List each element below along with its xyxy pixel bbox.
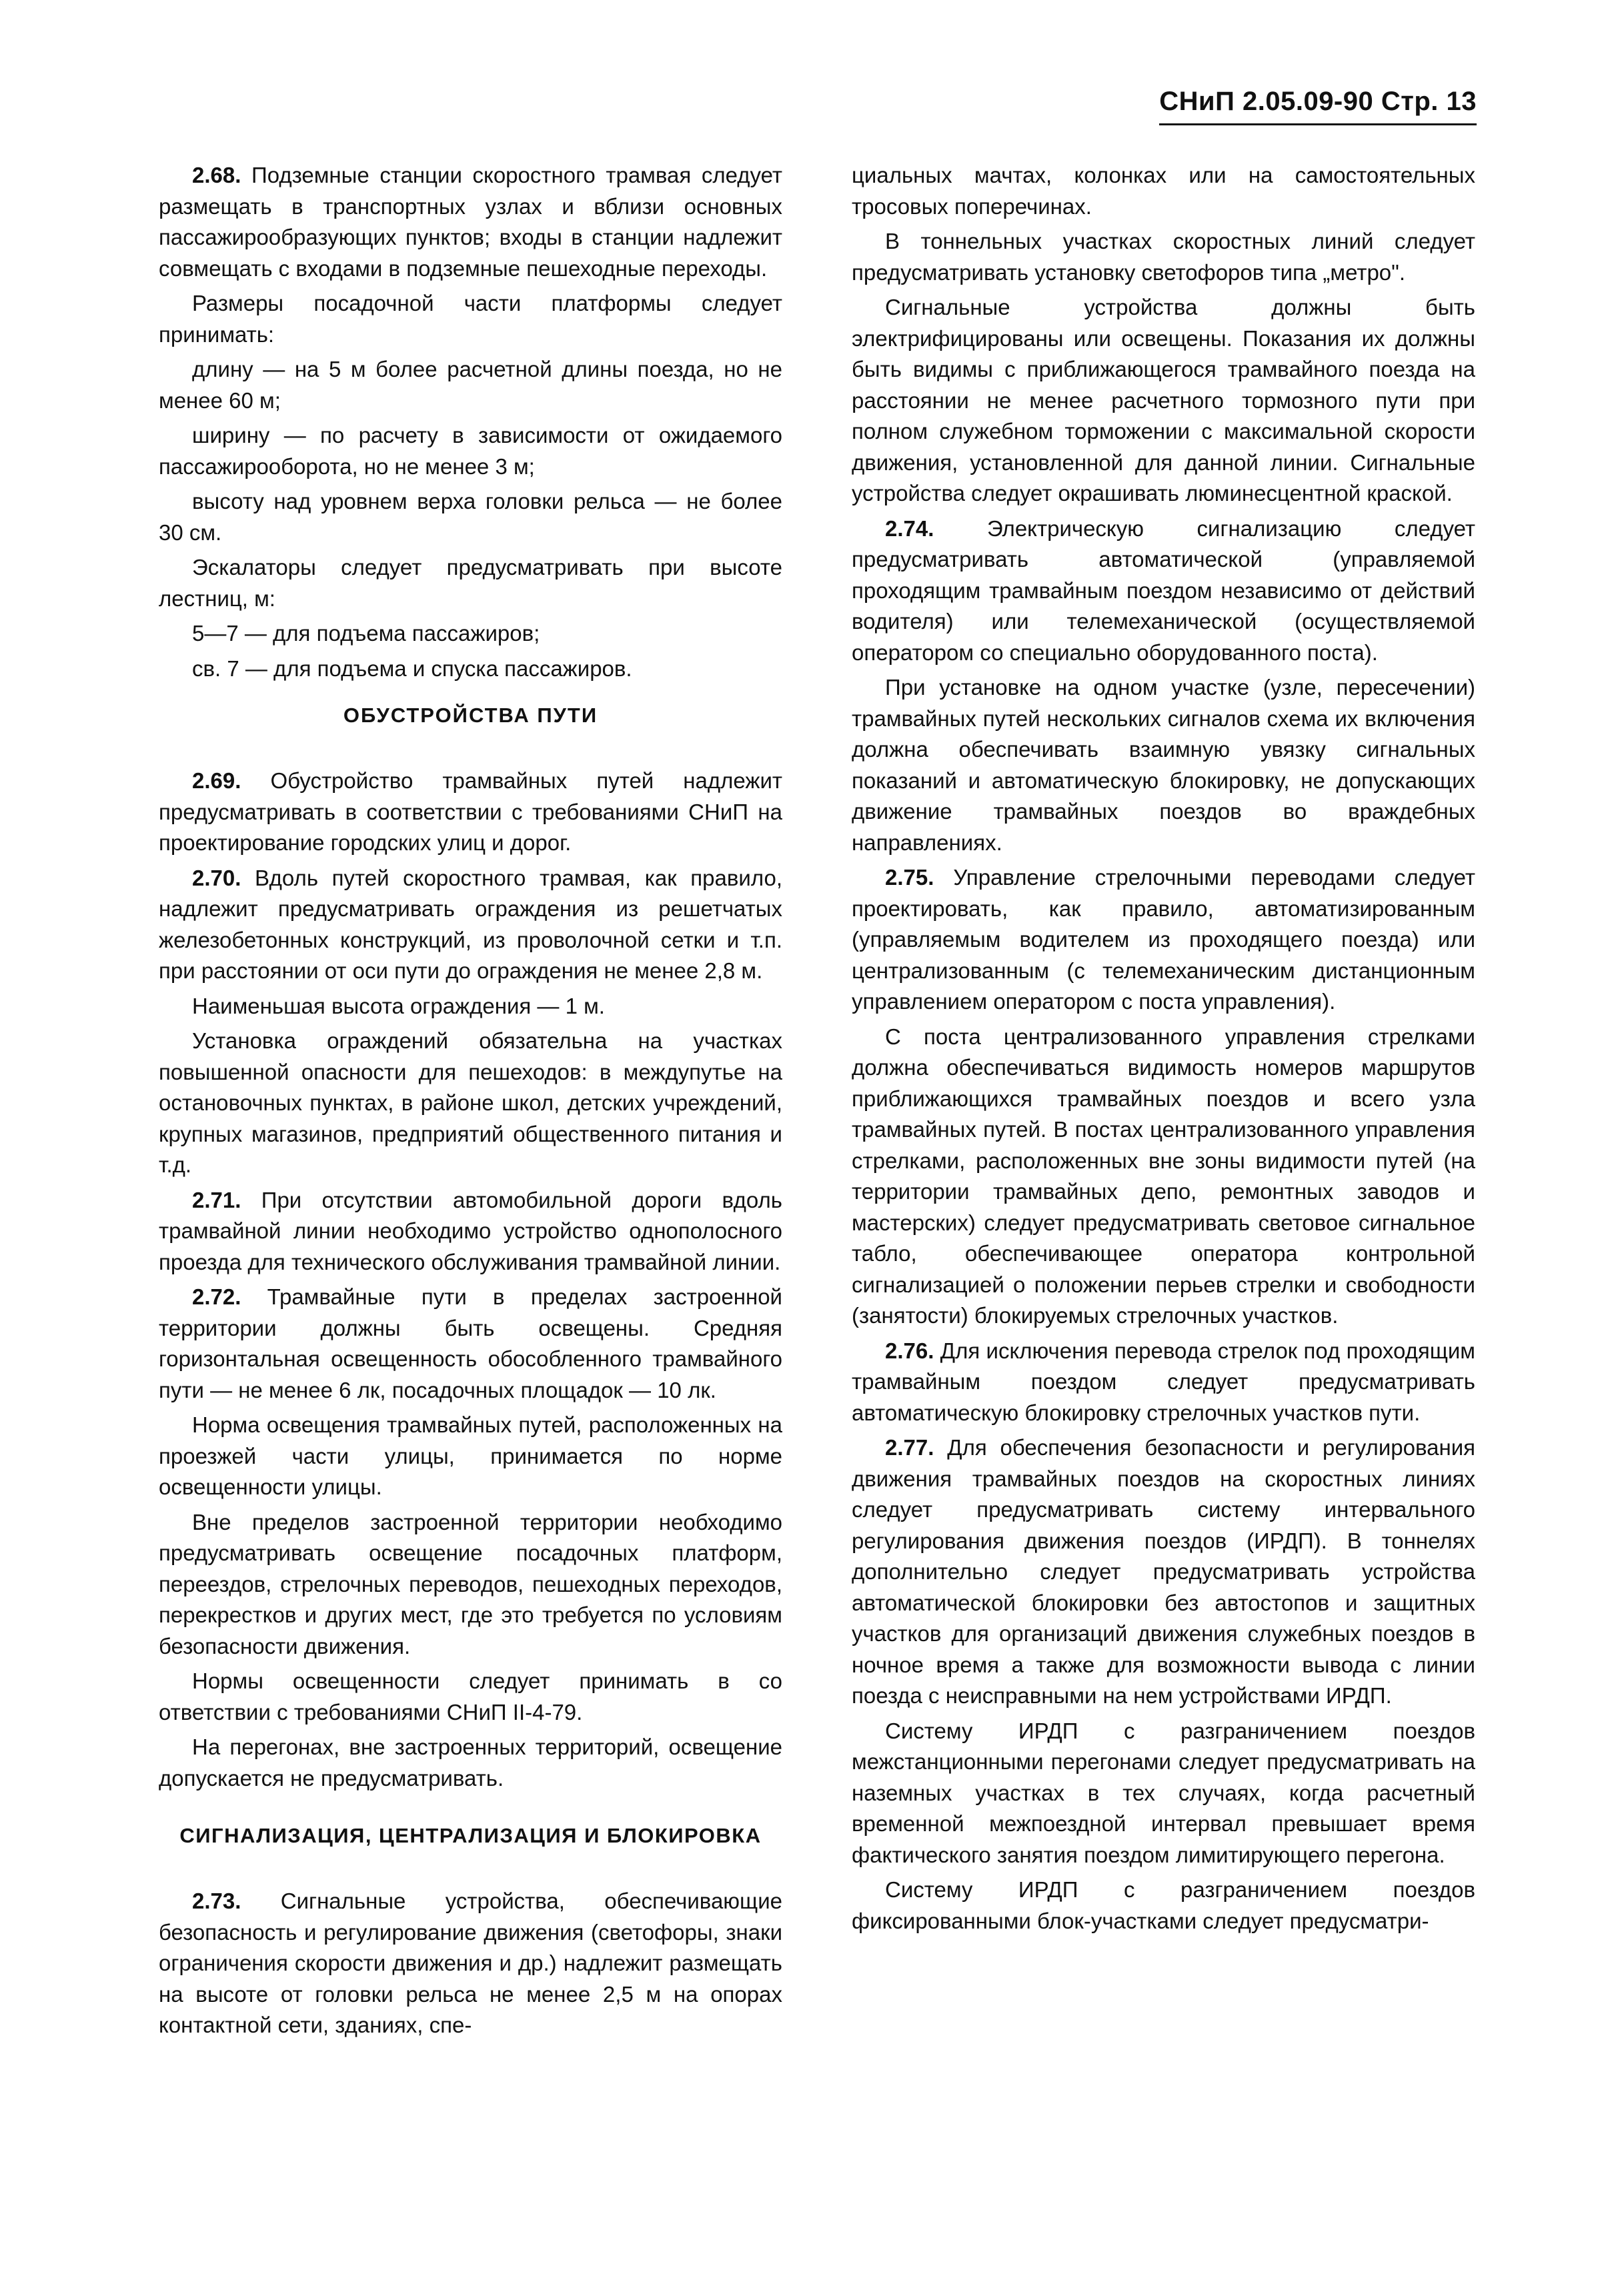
section-number: 2.70.: [192, 865, 241, 890]
paragraph-text: Управление стрелочными переводами следует проектировать, как правило, автоматизированным (управляемым водителем из проходящего поезда) или централизованным (с телемеханическим дистанционным управлением оператором с поста управления).: [852, 865, 1475, 1014]
paragraph: св. 7 — для подъема и спуска пассажиров.: [192, 656, 632, 681]
paragraph: Сигнальные устройства должны быть электрифицированы или освещены. Показания их должны быть видимы с приближающегося трамвайного поезда на расстоянии не менее расчетного тормозного пути при полном служебном торможении с максимальной скорости движения, установленной для данной линии. Сигнальные устройства следует окрашивать люминесцентной краской.: [852, 295, 1475, 505]
section-number: 2.71.: [192, 1187, 241, 1212]
paragraph: Систему ИРДП с разграничением поездов межстанционными перегонами следует предусматривать на наземных участках в тех случаях, когда расчетный временной межпоездной интервал превышает время фактического занятия поездом лимитирующего перегона.: [852, 1718, 1475, 1867]
section-heading: СИГНАЛИЗАЦИЯ, ЦЕНТРАЛИЗАЦИЯ И БЛОКИРОВКА: [179, 1824, 762, 1847]
paragraph: При установке на одном участке (узле, пересечении) трамвайных путей нескольких сигналов схема их включения должна обеспечивать взаимную увязку сигнальных показаний и автоматическую блокировку, не допускающих движение трамвайных поездов во враждебных направлениях.: [852, 675, 1475, 855]
paragraph-text: Обустройство трамвайных путей надлежит предусматривать в соответствии с требованиями СНиП на проектирование городских улиц и дорог.: [159, 768, 782, 855]
paragraph: длину — на 5 м более расчетной длины поезда, но не менее 60 м;: [159, 357, 782, 413]
right-column: [852, 160, 1475, 1941]
paragraph: Наименьшая высота ограждения — 1 м.: [192, 993, 605, 1018]
paragraph: Размеры посадочной части платформы следует принимать:: [159, 291, 782, 347]
paragraph-2-68: [159, 160, 782, 284]
paragraph: Эскалаторы следует предусматривать при высоте лестниц, м:: [159, 555, 782, 611]
section-number: 2.72.: [192, 1284, 241, 1309]
paragraph-2-74: [852, 513, 1475, 669]
paragraph: Норма освещения трамвайных путей, расположенных на проезжей части улицы, принимается по норме освещенности улицы.: [159, 1412, 782, 1499]
paragraph-text: Для исключения перевода стрелок под проходящим трамвайным поездом следует предусматривать автоматическую блокировку стрелочных участков пути.: [852, 1338, 1475, 1425]
section-number: 2.69.: [192, 768, 241, 793]
paragraph-continuation: циальных мачтах, колонках или на самостоятельных тросовых поперечинах.: [852, 163, 1475, 219]
running-head: СНиП 2.05.09-90 Стр. 13: [1159, 87, 1477, 125]
paragraph-text: Сигнальные устройства, обеспечивающие безопасность и регулирование движения (светофоры, знаки ограничения скорости движения и др.) надлежит размещать на высоте от головки рельса не менее 2,5 м на опорах контактной сети, зданиях, спе-: [159, 1889, 782, 2037]
paragraph-2-75: [852, 862, 1475, 1018]
paragraph-2-73: [159, 1886, 782, 2041]
section-number: 2.73.: [192, 1889, 241, 1913]
paragraph-2-69: [159, 766, 782, 859]
section-number: 2.75.: [885, 865, 934, 890]
paragraph-2-77: [852, 1432, 1475, 1712]
paragraph-text: Подземные станции скоростного трамвая следует размещать в транспортных узлах и вблизи основных пассажирообразующих пунктов; входы в станции надлежит совмещать с входами в подземные пешеходные переходы.: [159, 163, 782, 281]
section-heading: ОБУСТРОЙСТВА ПУТИ: [343, 704, 598, 727]
paragraph: Нормы освещенности следует принимать в со ответствии с требованиями СНиП II-4-79.: [159, 1668, 782, 1725]
paragraph-text: Вдоль путей скоростного трамвая, как правило, надлежит предусматривать ограждения из решетчатых железобетонных конструкций, из проволочной сетки и т.п. при расстоянии от оси пути до ограждения не менее 2,8 м.: [159, 865, 782, 983]
section-number: 2.77.: [885, 1435, 934, 1460]
paragraph: высоту над уровнем верха головки рельса — не более 30 см.: [159, 489, 782, 545]
section-number: 2.74.: [885, 515, 934, 541]
paragraph: Систему ИРДП с разграничением поездов фиксированными блок-участками следует предусматри-: [852, 1877, 1475, 1933]
section-number: 2.76.: [885, 1338, 934, 1363]
paragraph: В тоннельных участках скоростных линий следует предусматривать установку светофоров типа „метро".: [852, 229, 1475, 285]
paragraph: С поста централизованного управления стрелками должна обеспечиваться видимость номеров маршрутов приближающихся трамвайных поездов и всего узла трамвайных путей. В постах централизованного управления стрелками, расположенных вне зоны видимости путей (на территории трамвайных депо, ремонтных заводов и мастерских) следует предусматривать световое сигнальное табло, обеспечивающее оператора контрольной сигнализацией о положении перьев стрелки и свободности (занятости) блокируемых стрелочных участков.: [852, 1024, 1475, 1328]
paragraph-2-76: [852, 1336, 1475, 1429]
paragraph-2-71: [159, 1185, 782, 1278]
paragraph: Вне пределов застроенной территории необходимо предусматривать освещение посадочных платформ, переездов, стрелочных переводов, пешеходных переходов, перекрестков и других мест, где это требуется по условиям безопасности движения.: [159, 1509, 782, 1658]
paragraph: ширину — по расчету в зависимости от ожидаемого пассажирооборота, но не менее 3 м;: [159, 423, 782, 479]
paragraph: Установка ограждений обязательна на участках повышенной опасности для пешеходов: в междупутье на остановочных пунктах, в районе школ, детских учреждений, крупных магазинов, предприятий общественного питания и т.д.: [159, 1028, 782, 1177]
paragraph: 5—7 — для подъема пассажиров;: [192, 621, 540, 646]
section-number: 2.68.: [192, 163, 241, 187]
paragraph: На перегонах, вне застроенных территорий, освещение допускается не предусматривать.: [159, 1735, 782, 1791]
paragraph-2-70: [159, 863, 782, 987]
paragraph-2-72: [159, 1282, 782, 1406]
paragraph-text: Электрическую сигнализацию следует предусматривать автоматической (управляемой проходящим трамвайным поездом независимо от действий водителя) или телемеханической (осуществляемой оператором со специально оборудованного поста).: [852, 515, 1475, 665]
paragraph-text: При отсутствии автомобильной дороги вдоль трамвайной линии необходимо устройство однополосного проезда для технического обслуживания трамвайной линии.: [159, 1187, 782, 1274]
left-column: [159, 160, 782, 2045]
paragraph-text: Трамвайные пути в пределах застроенной территории должны быть освещены. Средняя горизонтальная освещенность обособленного трамвайного пути — не менее 6 лк, посадочных площадок — 10 лк.: [159, 1284, 782, 1402]
paragraph-text: Для обеспечения безопасности и регулирования движения трамвайных поездов на скоростных линиях следует предусматривать систему интервального регулирования движения поездов (ИРДП). В тоннелях дополнительно следует предусматривать устройства автоматической блокировки без автостопов и защитных участков для организаций движения служебных поездов в ночное время а также для возможности вывода с линии поезда с неисправными на нем устройствами ИРДП.: [852, 1435, 1475, 1708]
